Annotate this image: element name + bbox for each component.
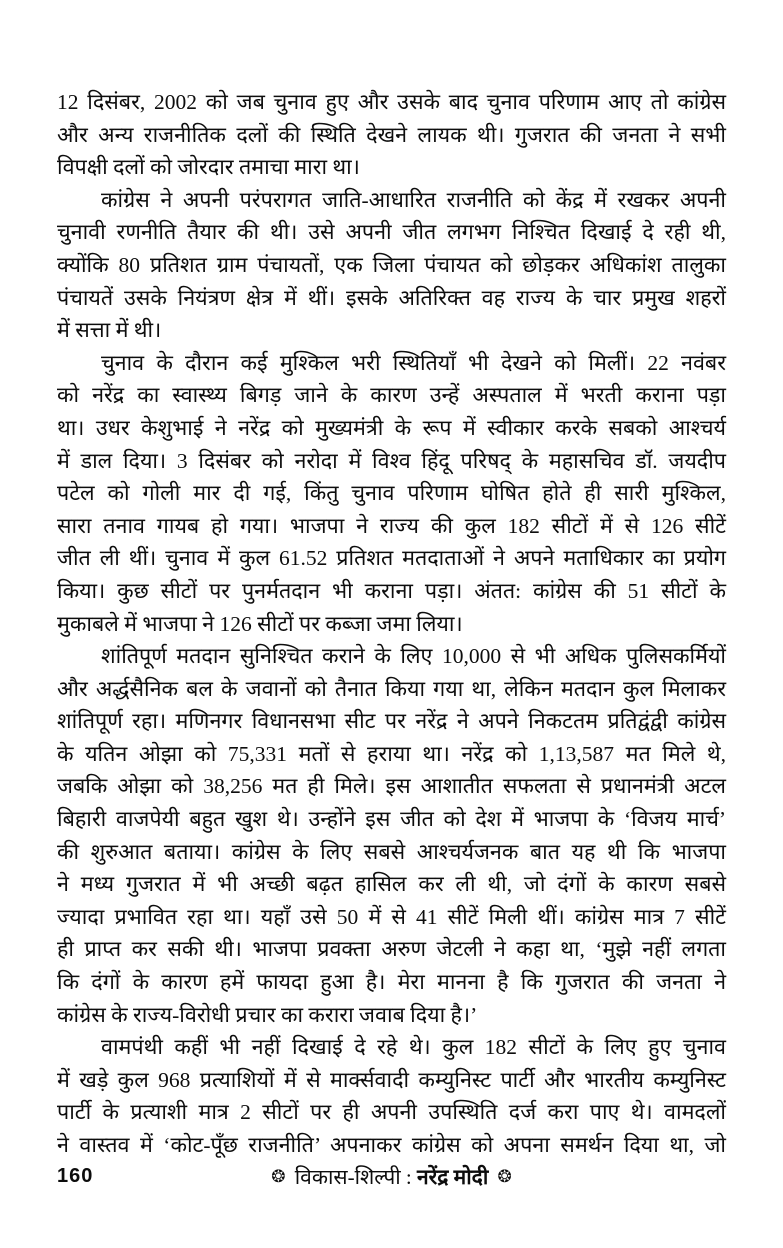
text-line: कांग्रेस के राज्य-विरोधी प्रचार का करारा जवाब दिया है।’ (57, 1002, 478, 1027)
paragraph (57, 86, 726, 184)
text-block (57, 86, 726, 1162)
text-line: पंचायतें उसके नियंत्रण क्षेत्र में थीं। इसके अतिरिक्त वह राज्य के चार प्रमुख शहरों (57, 285, 726, 310)
text-line: ने मध्य गुजरात में भी अच्छी बढ़त हासिल कर ली थी, जो दंगों के कारण सबसे (57, 872, 726, 897)
text-line: क्योंकि 80 प्रतिशत ग्राम पंचायतों, एक जिला पंचायत को छोड़कर अधिकांश तालुका (57, 252, 726, 277)
text-line: में सत्ता में थी। (57, 318, 162, 343)
text-line: शांतिपूर्ण मतदान सुनिश्चित कराने के लिए 10,000 से भी अधिक पुलिसकर्मियों (101, 644, 726, 669)
paragraph (57, 640, 726, 1031)
text-line: चुनाव के दौरान कई मुश्किल भरी स्थितियाँ भी देखने को मिलीं। 22 नवंबर (101, 350, 726, 375)
page-footer (57, 1163, 726, 1197)
text-line: ही प्राप्त कर सकी थी। भाजपा प्रवक्ता अरुण जेटली ने कहा था, ‘मुझे नहीं लगता (57, 937, 726, 962)
text-line: को नरेंद्र का स्वास्थ्य बिगड़ जाने के कारण उन्हें अस्पताल में भरती कराना पड़ा (57, 383, 726, 408)
page-number: 160 (57, 1165, 94, 1187)
ornament-left-icon: ❂ (271, 1167, 286, 1186)
text-line: मुकाबले में भाजपा ने 126 सीटों पर कब्जा जमा लिया। (57, 611, 463, 636)
text-line: बिहारी वाजपेयी बहुत खुश थे। उन्होंने इस जीत को देश में भाजपा के ‘विजय मार्च’ (57, 807, 726, 832)
text-line: ने वास्तव में ‘कोट-पूँछ राजनीति’ अपनाकर कांग्रेस को अपना समर्थन दिया था, जो (57, 1133, 726, 1157)
text-line: पटेल को गोली मार दी गई, किंतु चुनाव परिणाम घोषित होते ही सारी मुश्किल, (57, 481, 726, 506)
text-line: कि दंगों के कारण हमें फायदा हुआ है। मेरा मानना है कि गुजरात की जनता ने (57, 970, 726, 995)
footer-running-title (57, 1163, 726, 1191)
text-line: वामपंथी कहीं भी नहीं दिखाई दे रहे थे। कुल 182 सीटों के लिए हुए चुनाव (101, 1035, 726, 1060)
text-line: चुनावी रणनीति तैयार की थी। उसे अपनी जीत लगभग निश्चित दिखाई दे रही थी, (57, 220, 726, 245)
text-line: की शुरुआत बताया। कांग्रेस के लिए सबसे आश्चर्यजनक बात यह थी कि भाजपा (57, 839, 726, 864)
text-line: जीत ली थीं। चुनाव में कुल 61.52 प्रतिशत मतदाताओं ने अपने मताधिकार का प्रयोग (57, 546, 726, 571)
paragraph (57, 347, 726, 640)
footer-book-title: नरेंद्र मोदी (417, 1165, 489, 1189)
text-line: था। उधर केशुभाई ने नरेंद्र को मुख्यमंत्री के रूप में स्वीकार करके सबको आश्चर्य (57, 415, 726, 440)
text-line: विपक्षी दलों को जोरदार तमाचा मारा था। (57, 155, 360, 180)
text-line: ज्यादा प्रभावित रहा था। यहाँ उसे 50 में से 41 सीटें मिली थीं। कांग्रेस मात्र 7 सीटें (57, 904, 726, 929)
text-line: जबकि ओझा को 38,256 मत ही मिले। इस आशातीत सफलता से प्रधानमंत्री अटल (57, 774, 726, 799)
text-line: पार्टी के प्रत्याशी मात्र 2 सीटों पर ही अपनी उपस्थिति दर्ज करा पाए थे। वामदलों (57, 1100, 726, 1125)
text-line: के यतिन ओझा को 75,331 मतों से हराया था। नरेंद्र को 1,13,587 मत मिले थे, (57, 741, 726, 766)
footer-book-series-label: विकास-शिल्पी : (294, 1165, 412, 1189)
paragraph (57, 184, 726, 347)
text-line: और अन्य राजनीतिक दलों की स्थिति देखने लायक थी। गुजरात की जनता ने सभी (57, 122, 726, 147)
paragraph (57, 1031, 726, 1161)
text-line: शांतिपूर्ण रहा। मणिनगर विधानसभा सीट पर नरेंद्र ने अपने निकटतम प्रतिद्वंद्वी कांग्रेस (57, 709, 726, 734)
text-line: किया। कुछ सीटों पर पुनर्मतदान भी कराना पड़ा। अंतत: कांग्रेस की 51 सीटों के (57, 578, 726, 603)
text-line: में डाल दिया। 3 दिसंबर को नरोदा में विश्व हिंदू परिषद् के महासचिव डॉ. जयदीप (57, 448, 726, 473)
text-line: सारा तनाव गायब हो गया। भाजपा ने राज्य की कुल 182 सीटों में से 126 सीटें (57, 513, 726, 538)
ornament-right-icon: ❂ (497, 1167, 512, 1186)
text-line: और अर्द्धसैनिक बल के जवानों को तैनात किया गया था, लेकिन मतदान कुल मिलाकर (57, 676, 726, 701)
text-line: कांग्रेस ने अपनी परंपरागत जाति-आधारित राजनीति को केंद्र में रखकर अपनी (101, 187, 726, 212)
text-line: 12 दिसंबर, 2002 को जब चुनाव हुए और उसके बाद चुनाव परिणाम आए तो कांग्रेस (57, 90, 726, 114)
text-line: में खड़े कुल 968 प्रत्याशियों में से मार्क्सवादी कम्युनिस्ट पार्टी और भारतीय कम्युनिस्ट (57, 1067, 726, 1092)
